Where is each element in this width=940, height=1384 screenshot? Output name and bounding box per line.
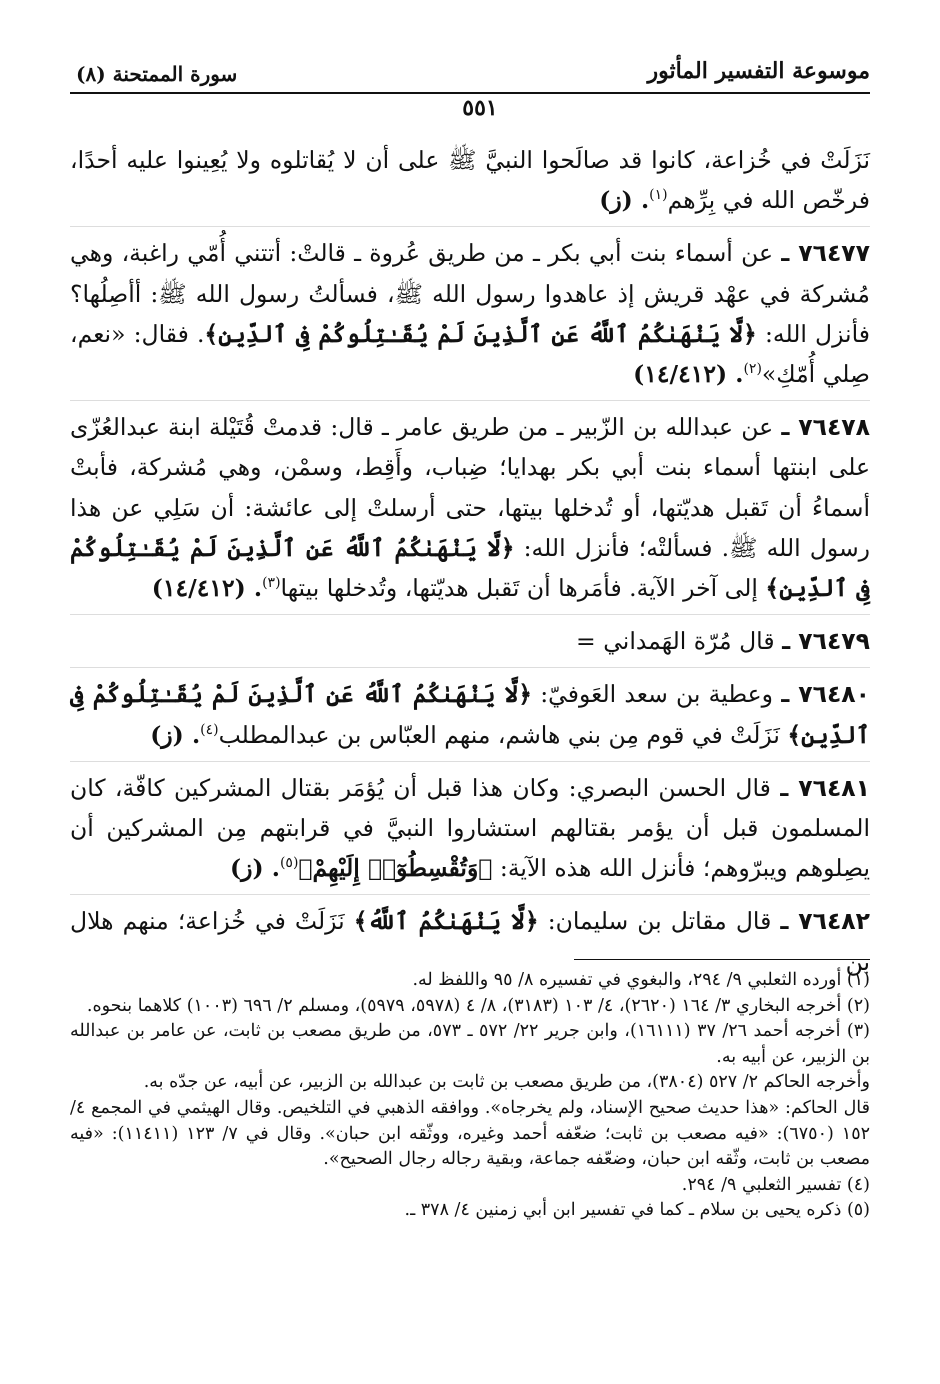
divider [70, 400, 870, 401]
hadith-number: ٧٦٤٧٨ ـ [781, 413, 870, 442]
paragraph-text: عن عبدالله بن الزّبير ـ من طريق عامر ـ قال: قدمتْ قُتَيْلة ابنة عبدالعُزّى على ابنتها أسماء بنت أبي بكر بهدايا؛ ضِباب، وأَقِط، وسمْن، وهي مُشركة، فأبتْ أسماءُ أن تَقبل هديّتها، أو تُدخلها بيتها، حتى أرسلتْ إلى عائشة: أن سَلِي عن هذا رسول الله ﷺ. فسألتْه؛ فأنزل الله: [70, 413, 871, 562]
footnote: (١) أورده الثعلبي ٩/ ٢٩٤، والبغوي في تفسيره ٨/ ٩٥ واللفظ له. [412, 970, 870, 990]
footnote: (٣) أخرجه أحمد ٢٦/ ٣٧ (١٦١١١)، وابن جرير ٢٢/ ٥٧٢ ـ ٥٧٣، من طريق مصعب بن ثابت، عن عامر بن عبدالله بن الزبير، عن أبيه به. [70, 1021, 870, 1067]
footnote-marker: (٤) [200, 721, 219, 738]
divider [70, 614, 870, 615]
header-rule [70, 92, 870, 94]
paragraph [70, 140, 870, 220]
quran-quote: ﴿لَّا يَنْهَىٰكُمُ ٱللَّهُ عَنِ ٱلَّذِينَ لَمْ يُقَـٰتِلُوكُمْ فِى ٱلدِّينِ﴾ [204, 319, 757, 348]
hadith-number: ٧٦٤٧٩ ـ [782, 627, 870, 656]
footnote-marker: (٣) [262, 575, 281, 592]
hadith-number: ٧٦٤٨٠ ـ [781, 680, 870, 709]
main-text [70, 140, 870, 982]
footnote-marker: (١) [649, 187, 668, 204]
book-title: موسوعة التفسير المأثور [647, 58, 870, 84]
hadith-number: ٧٦٤٨٢ ـ [780, 907, 870, 936]
paragraph-text: عن أسماء بنت أبي بكر ـ من طريق عُروة ـ قالتْ: أتتني أُمّي راغبة، وهي مُشركة في عهْد قريش إذ عاهدوا رسول الله ﷺ، فسألتُ رسول الله ﷺ: أأصِلُها؟ فأنزل الله: [70, 239, 870, 348]
reference: . (ز) [599, 186, 650, 215]
reference: . (ز) [229, 854, 280, 883]
footnote: (٢) أخرجه البخاري ٣/ ١٦٤ (٢٦٢٠)، ٤/ ١٠٣ (٣١٨٣)، ٨/ ٤ (٥٩٧٨، ٥٩٧٩)، ومسلم ٢/ ٦٩٦ (١٠٠٣) كلاهما بنحوه. [86, 995, 870, 1016]
paragraph-text: قال مُرّة الهَمداني = [576, 627, 775, 656]
paragraph-text: قال الحسن البصري: وكان هذا قبل أن يُؤمَر بقتال المشركين كافّة، كان المسلمون قبل أن يؤمر بقتالهم استشاروا النبيَّ في قرابتهم مِن المشركين أن يصِلوهم ويبرّوهم؛ فأنزل الله هذه الآية: [70, 773, 870, 883]
quran-quote: ﴿لَّا يَنْهَىٰكُمُ ٱللَّهُ عَنِ ٱلَّذِينَ لَمْ يُقَـٰتِلُوكُمْ فِى ٱلدِّينِ﴾ [70, 533, 870, 603]
reference: . (١٤/٤١٢) [151, 574, 263, 603]
paragraph-text: قال مقاتل بن سليمان: [547, 907, 772, 936]
paragraph [70, 233, 870, 394]
footnote-marker: (٥) [279, 855, 299, 872]
paragraph-text-after: نَزَلَتْ في قوم مِن بني هاشم، منهم العبّاس بن عبدالمطلب [218, 720, 780, 749]
footnote: قال الحاكم: «هذا حديث صحيح الإسناد، ولم يخرجاه». ووافقه الذهبي في التلخيص. وقال الهيثمي في المجمع ٤/ ١٥٢ (٦٧٥٠): «فيه مصعب بن ثابت؛ ضعّفه أحمد وغيره، ووثّقه ابن حبان». وقال في ٧/ ١٢٣ (١١٤١١): «فيه مصعب بن ثابت، وثّقه ابن حبان، وضعّفه جماعة، وبقية رجاله رجال الصحيح». [70, 1097, 870, 1170]
surah-title: سورة الممتحنة (٨) [76, 62, 238, 86]
hadith-number: ٧٦٤٨١ ـ [780, 773, 870, 802]
divider [70, 761, 870, 762]
footnote-rule [574, 959, 870, 960]
paragraph [70, 768, 870, 889]
divider [70, 894, 870, 895]
paragraph [70, 621, 870, 661]
hadith-number: ٧٦٤٧٧ ـ [781, 239, 870, 268]
paragraph-text-after: نَزَلَتْ في خُزاعة؛ منهم هلال بن [70, 907, 870, 976]
paragraph-text-after: إلى آخر الآية. فأمَرها أن تَقبل هديّتها، وتُدخلها بيتها [280, 574, 758, 603]
page-number: ٥٥١ [430, 95, 530, 121]
paragraph-text: وعطية بن سعد العَوفيّ: [540, 680, 774, 709]
quran-quote: ﴿لَّا يَنْهَىٰكُمُ ٱللَّهُ عَنِ ٱلَّذِينَ لَمْ يُقَـٰتِلُوكُمْ فِى ٱلدِّينِ﴾ [70, 680, 870, 749]
paragraph [70, 407, 870, 608]
paragraph [70, 674, 870, 754]
reference: . (ز) [150, 720, 201, 749]
footnote-marker: (٢) [743, 361, 762, 378]
footnotes [70, 968, 870, 1224]
paragraph-text: نَزَلَتْ في خُزاعة، كانوا قد صالَحوا النبيَّ ﷺ على أن لا يُقاتلوه ولا يُعِينوا عليه أحدًا، فرخّص الله في بِرِّهم [70, 146, 870, 215]
footnote: (٥) ذكره يحيى بن سلام ـ كما في تفسير ابن أبي زمنين ٤/ ٣٧٨ ـ. [404, 1200, 870, 1221]
divider [70, 226, 870, 227]
quran-quote: ﴿وَتُقْسِطُوٓا۟ إِلَيْهِمْ﴾ [298, 854, 493, 883]
divider [70, 667, 870, 668]
paragraph-text-after: . فقال: «نعم، صِلي أُمّكِ» [70, 319, 870, 389]
footnote: (٤) تفسير الثعلبي ٩/ ٢٩٤. [681, 1174, 870, 1195]
reference: . (١٤/٤١٢) [633, 360, 744, 389]
footnote: وأخرجه الحاكم ٢/ ٥٢٧ (٣٨٠٤)، من طريق مصعب بن ثابت بن عبدالله بن الزبير، عن أبيه، عن جدّه به. [143, 1072, 870, 1093]
quran-quote: ﴿لَّا يَنْهَىٰكُمُ ٱللَّهُ﴾ [353, 907, 539, 936]
